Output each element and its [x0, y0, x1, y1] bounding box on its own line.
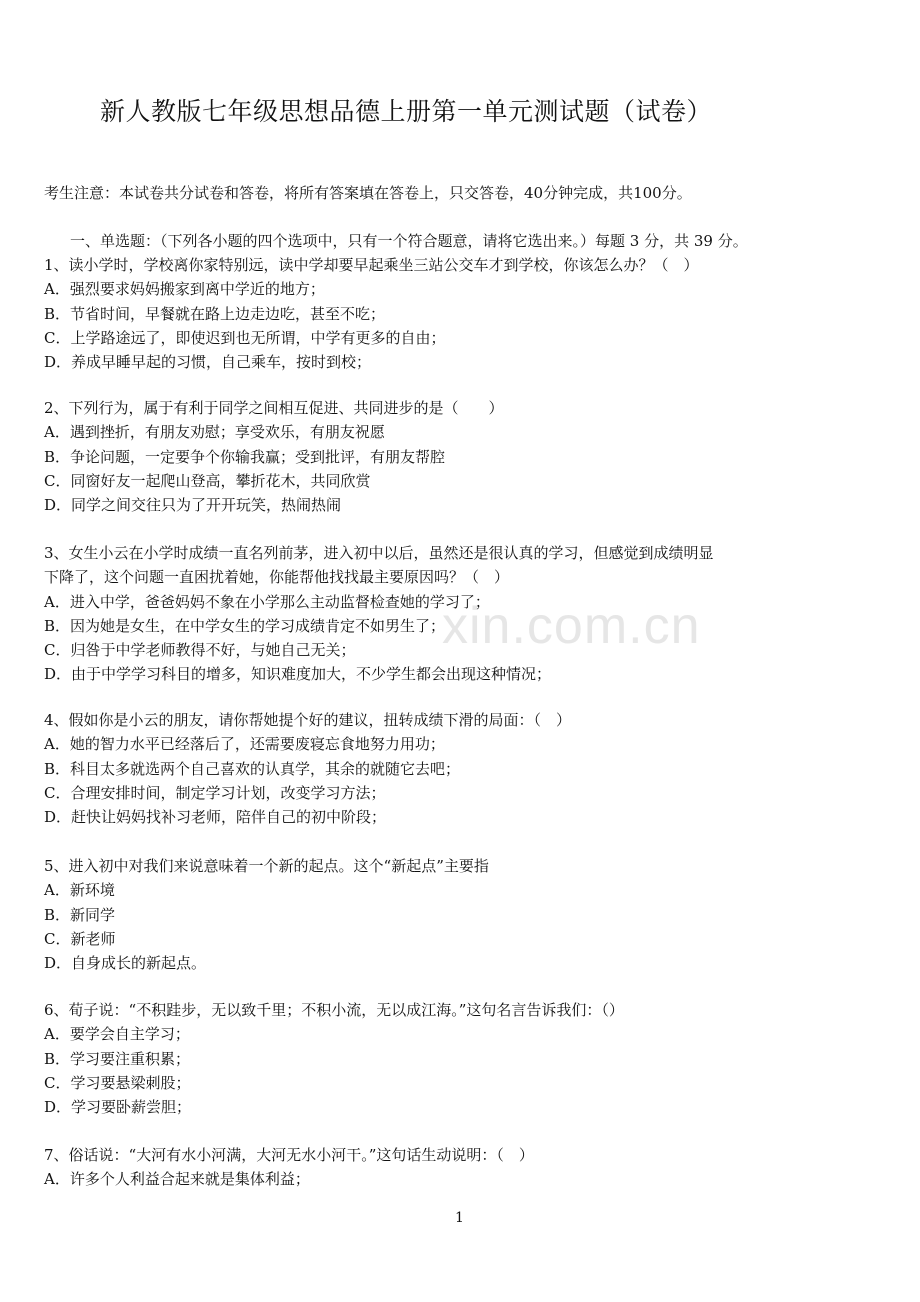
option-c: C．新老师 — [44, 929, 116, 948]
question-4 — [44, 708, 571, 829]
option-b: B．争论问题，一定要争个你输我赢；受到批评，有朋友帮腔 — [44, 447, 446, 466]
question-5 — [44, 854, 489, 975]
section-heading: 一、单选题：（下列各小题的四个选项中，只有一个符合题意，请将它选出来。）每题 3 分，共 39 分。 — [70, 232, 748, 250]
question-stem-continued: 下降了，这个问题一直困扰着她，你能帮他找找最主要原因吗？（ ） — [44, 568, 510, 587]
option-a: A．新环境 — [44, 881, 115, 900]
question-stem: 6、荀子说：“不积跬步，无以致千里；不积小流，无以成江海。”这句名言告诉我们：（） — [44, 1001, 624, 1019]
question-1 — [44, 253, 699, 374]
watermark: xin.com.cn — [442, 597, 701, 655]
question-2 — [44, 396, 504, 517]
exam-notice: 考生注意：本试卷共分试卷和答卷，将所有答案填在答卷上，只交答卷，40分钟完成，共100分。 — [44, 184, 692, 202]
option-b: B．学习要注重积累； — [44, 1049, 191, 1068]
option-b: B．因为她是女生，在中学女生的学习成绩肯定不如男生了； — [44, 616, 446, 635]
option-b: B．节省时间，早餐就在路上边走边吃，甚至不吃； — [44, 304, 386, 323]
page-number: 1 — [455, 1210, 464, 1226]
option-d: D．养成早睡早起的习惯，自己乘车，按时到校； — [44, 353, 372, 372]
option-a: A．遇到挫折，有朋友劝慰；享受欢乐，有朋友祝愿 — [44, 423, 385, 442]
option-a: A．强烈要求妈妈搬家到离中学近的地方； — [44, 280, 325, 299]
question-stem: 4、假如你是小云的朋友，请你帮她提个好的建议，扭转成绩下滑的局面：（ ） — [44, 711, 572, 729]
question-7 — [44, 1143, 534, 1192]
option-a: A．进入中学，爸爸妈妈不象在小学那么主动监督检查她的学习了； — [44, 592, 490, 611]
page-title: 新人教版七年级思想品德上册第一单元测试题（试卷） — [100, 97, 713, 126]
question-stem: 2、下列行为，属于有利于同学之间相互促进、共同进步的是（ ） — [44, 399, 504, 417]
option-b: B．新同学 — [44, 905, 116, 924]
option-c: C．学习要悬梁刺股； — [44, 1073, 191, 1092]
option-d: D．同学之间交往只为了开开玩笑，热闹热闹 — [44, 496, 342, 515]
option-d: D．由于中学学习科目的增多，知识难度加大，不少学生都会出现这种情况； — [44, 665, 552, 684]
option-d: D．学习要卧薪尝胆； — [44, 1098, 192, 1117]
question-6 — [44, 998, 624, 1119]
option-a: A．她的智力水平已经落后了，还需要废寝忘食地努力用功； — [44, 735, 445, 754]
option-a: A．要学会自主学习； — [44, 1025, 190, 1044]
option-d: D．赶快让妈妈找补习老师，陪伴自己的初中阶段； — [44, 808, 387, 827]
option-a: A．许多个人利益合起来就是集体利益； — [44, 1170, 310, 1189]
question-stem: 3、女生小云在小学时成绩一直名列前茅，进入初中以后，虽然还是很认真的学习，但感觉到成绩明显 — [44, 544, 714, 562]
option-d: D．自身成长的新起点。 — [44, 954, 207, 973]
option-c: C．归咎于中学老师教得不好，与她自己无关； — [44, 641, 356, 660]
question-stem: 7、俗话说：“大河有水小河满，大河无水小河干。”这句话生动说明：（ ） — [44, 1146, 534, 1164]
option-b: B．科目太多就选两个自己喜欢的认真学，其余的就随它去吧； — [44, 759, 461, 778]
option-c: C．上学路途远了，即使迟到也无所谓，中学有更多的自由； — [44, 328, 446, 347]
option-c: C．合理安排时间，制定学习计划，改变学习方法； — [44, 783, 386, 802]
option-c: C．同窗好友一起爬山登高，攀折花木，共同欣赏 — [44, 471, 371, 490]
question-stem: 1、读小学时，学校离你家特别远，读中学却要早起乘坐三站公交车才到学校，你该怎么办？（ ） — [44, 256, 699, 274]
question-stem: 5、进入初中对我们来说意味着一个新的起点。这个“新起点”主要指 — [44, 857, 489, 875]
question-3 — [44, 541, 714, 687]
